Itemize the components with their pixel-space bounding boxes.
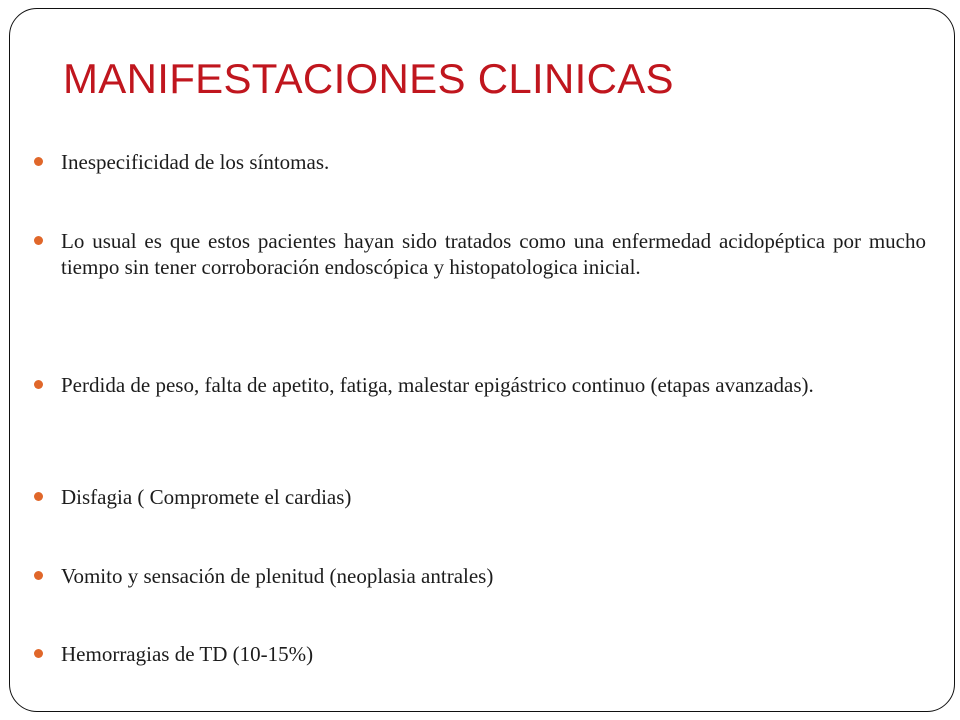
bullet-text: Perdida de peso, falta de apetito, fatiga, malestar epigástrico continuo (etapas avanzadas). — [61, 373, 814, 397]
bullet-dot-icon — [34, 571, 43, 580]
bullet-dot-icon — [34, 492, 43, 501]
bullet-item — [61, 641, 926, 667]
bullet-item — [61, 149, 926, 175]
bullet-text: Lo usual es que estos pacientes hayan sido tratados como una enfermedad acidopéptica por mucho tiempo sin tener corroboración endoscópica y histopatologica inicial. — [61, 229, 926, 279]
bullet-item — [61, 563, 926, 589]
slide-title: MANIFESTACIONES CLINICAS — [63, 55, 674, 102]
bullet-text: Disfagia ( Compromete el cardias) — [61, 485, 352, 509]
bullet-text: Inespecificidad de los síntomas. — [61, 150, 330, 174]
bullet-item — [61, 484, 926, 510]
bullet-item — [61, 228, 926, 280]
bullet-dot-icon — [34, 380, 43, 389]
bullet-item — [61, 372, 926, 398]
bullet-text: Vomito y sensación de plenitud (neoplasia antrales) — [61, 564, 494, 588]
bullet-text: Hemorragias de TD (10-15%) — [61, 642, 314, 666]
bullet-dot-icon — [34, 157, 43, 166]
bullet-dot-icon — [34, 236, 43, 245]
bullet-dot-icon — [34, 649, 43, 658]
